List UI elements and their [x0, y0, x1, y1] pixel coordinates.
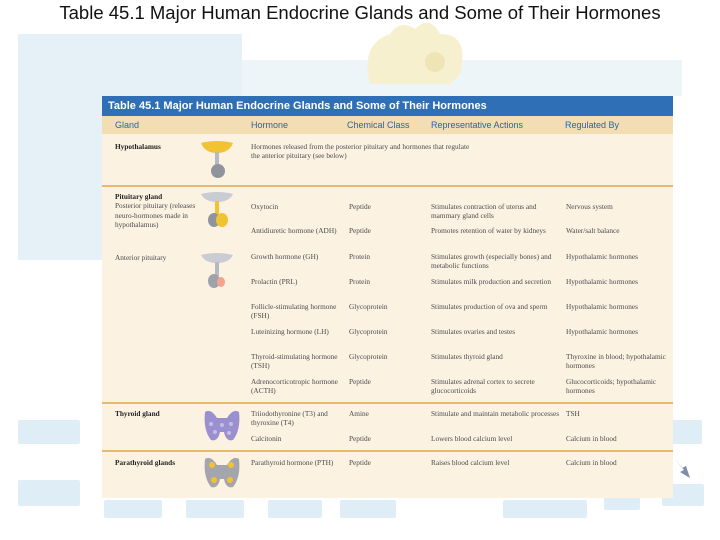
hormone-cell: Luteinizing hormone (LH) [251, 327, 329, 336]
gland-hypothalamus: Hypothalamus [115, 142, 161, 151]
regulated-cell: Hypothalamic hormones [566, 302, 638, 311]
background-card [670, 420, 702, 444]
action-cell: Stimulates growth (especially bones) and metabolic functions [431, 252, 552, 271]
regulated-cell: Thyroxine in blood; hypothalamic hormones [566, 352, 666, 371]
row-separator [102, 185, 673, 187]
hormone-cell: Parathyroid hormone (PTH) [251, 458, 334, 467]
regulated-cell: Hypothalamic hormones [566, 327, 638, 336]
hormone-cell: Growth hormone (GH) [251, 252, 319, 261]
table-header-row [102, 116, 673, 134]
action-cell: Promotes retention of water by kidneys [431, 226, 546, 235]
regulated-cell: Glucocorticoids; hypothalamic hormones [566, 377, 657, 396]
hormone-cell: Oxytocin [251, 202, 279, 211]
background-card [18, 420, 80, 444]
action-cell: Stimulates milk production and secretion [431, 277, 551, 286]
class-cell: Glycoprotein [349, 352, 388, 361]
slide-title: Table 45.1 Major Human Endocrine Glands and Some of Their Hormones [59, 2, 661, 23]
class-cell: Peptide [349, 458, 371, 467]
hormone-cell: Thyroid-stimulating hormone (TSH) [251, 352, 338, 371]
header-chemical-class: Chemical Class [347, 120, 410, 130]
header-gland: Gland [115, 120, 140, 130]
hormone-cell: Adrenocorticotropic hormone (ACTH) [251, 377, 338, 396]
class-cell: Glycoprotein [349, 327, 388, 336]
class-cell: Peptide [349, 226, 371, 235]
regulated-cell: Calcium in blood [566, 458, 617, 467]
class-cell: Peptide [349, 434, 371, 443]
background-card [340, 500, 396, 518]
regulated-cell: TSH [566, 409, 580, 418]
gland-thyroid: Thyroid gland [115, 409, 160, 418]
class-cell: Glycoprotein [349, 302, 388, 311]
background-card [503, 500, 587, 518]
hormone-cell: Prolactin (PRL) [251, 277, 298, 286]
hormone-cell: Follicle-stimulating hormone (FSH) [251, 302, 337, 321]
gland-posterior-pituitary: Posterior pituitary (releases neuro-hormones made in hypothalamus) [115, 201, 196, 230]
background-brain-illustration [330, 14, 510, 94]
action-cell: Stimulates adrenal cortex to secrete glucocorticoids [431, 377, 535, 396]
action-cell: Stimulates production of ova and sperm [431, 302, 548, 311]
gland-parathyroid: Parathyroid glands [115, 458, 176, 467]
action-cell: Stimulates contraction of uterus and mammary gland cells [431, 202, 537, 221]
hypothalamus-hormone: Hormones released from the posterior pituitary and hormones that regulate the anterior pituitary (see below) [251, 142, 470, 161]
regulated-cell: Nervous system [566, 202, 613, 211]
gland-pituitary [115, 192, 197, 230]
hormone-cell: Calcitonin [251, 434, 282, 443]
background-card [18, 480, 80, 506]
regulated-cell: Hypothalamic hormones [566, 277, 638, 286]
action-cell: Lowers blood calcium level [431, 434, 513, 443]
background-card [268, 500, 322, 518]
row-separator [102, 402, 673, 404]
action-cell: Stimulates thyroid gland [431, 352, 503, 361]
action-cell: Stimulates ovaries and testes [431, 327, 516, 336]
regulated-cell: Water/salt balance [566, 226, 620, 235]
hormone-table [102, 96, 673, 498]
anterior-pituitary-illustration [199, 251, 235, 295]
class-cell: Peptide [349, 377, 371, 386]
arrow-icon [672, 456, 692, 480]
header-hormone: Hormone [251, 120, 289, 130]
posterior-pituitary-illustration [199, 190, 235, 234]
gland-pituitary-name: Pituitary gland [115, 192, 163, 201]
class-cell: Amine [349, 409, 369, 418]
parathyroid-illustration [201, 453, 243, 493]
action-cell: Stimulate and maintain metabolic processes [431, 409, 560, 418]
background-card [104, 500, 162, 518]
table-caption: Table 45.1 Major Human Endocrine Glands and Some of Their Hormones [102, 96, 673, 116]
regulated-cell: Hypothalamic hormones [566, 252, 638, 261]
background-card [186, 500, 244, 518]
hormone-cell: Triiodothyronine (T3) and thyroxine (T4) [251, 409, 328, 428]
class-cell: Peptide [349, 202, 371, 211]
header-regulated-by: Regulated By [565, 120, 620, 130]
class-cell: Protein [349, 277, 371, 286]
thyroid-illustration [201, 406, 243, 446]
header-representative-actions: Representative Actions [431, 120, 524, 130]
hypothalamus-illustration [199, 139, 235, 183]
hormone-cell: Antidiuretic hormone (ADH) [251, 226, 337, 235]
regulated-cell: Calcium in blood [566, 434, 617, 443]
class-cell: Protein [349, 252, 371, 261]
gland-anterior-pituitary: Anterior pituitary [115, 253, 167, 262]
action-cell: Raises blood calcium level [431, 458, 510, 467]
row-separator [102, 450, 673, 452]
